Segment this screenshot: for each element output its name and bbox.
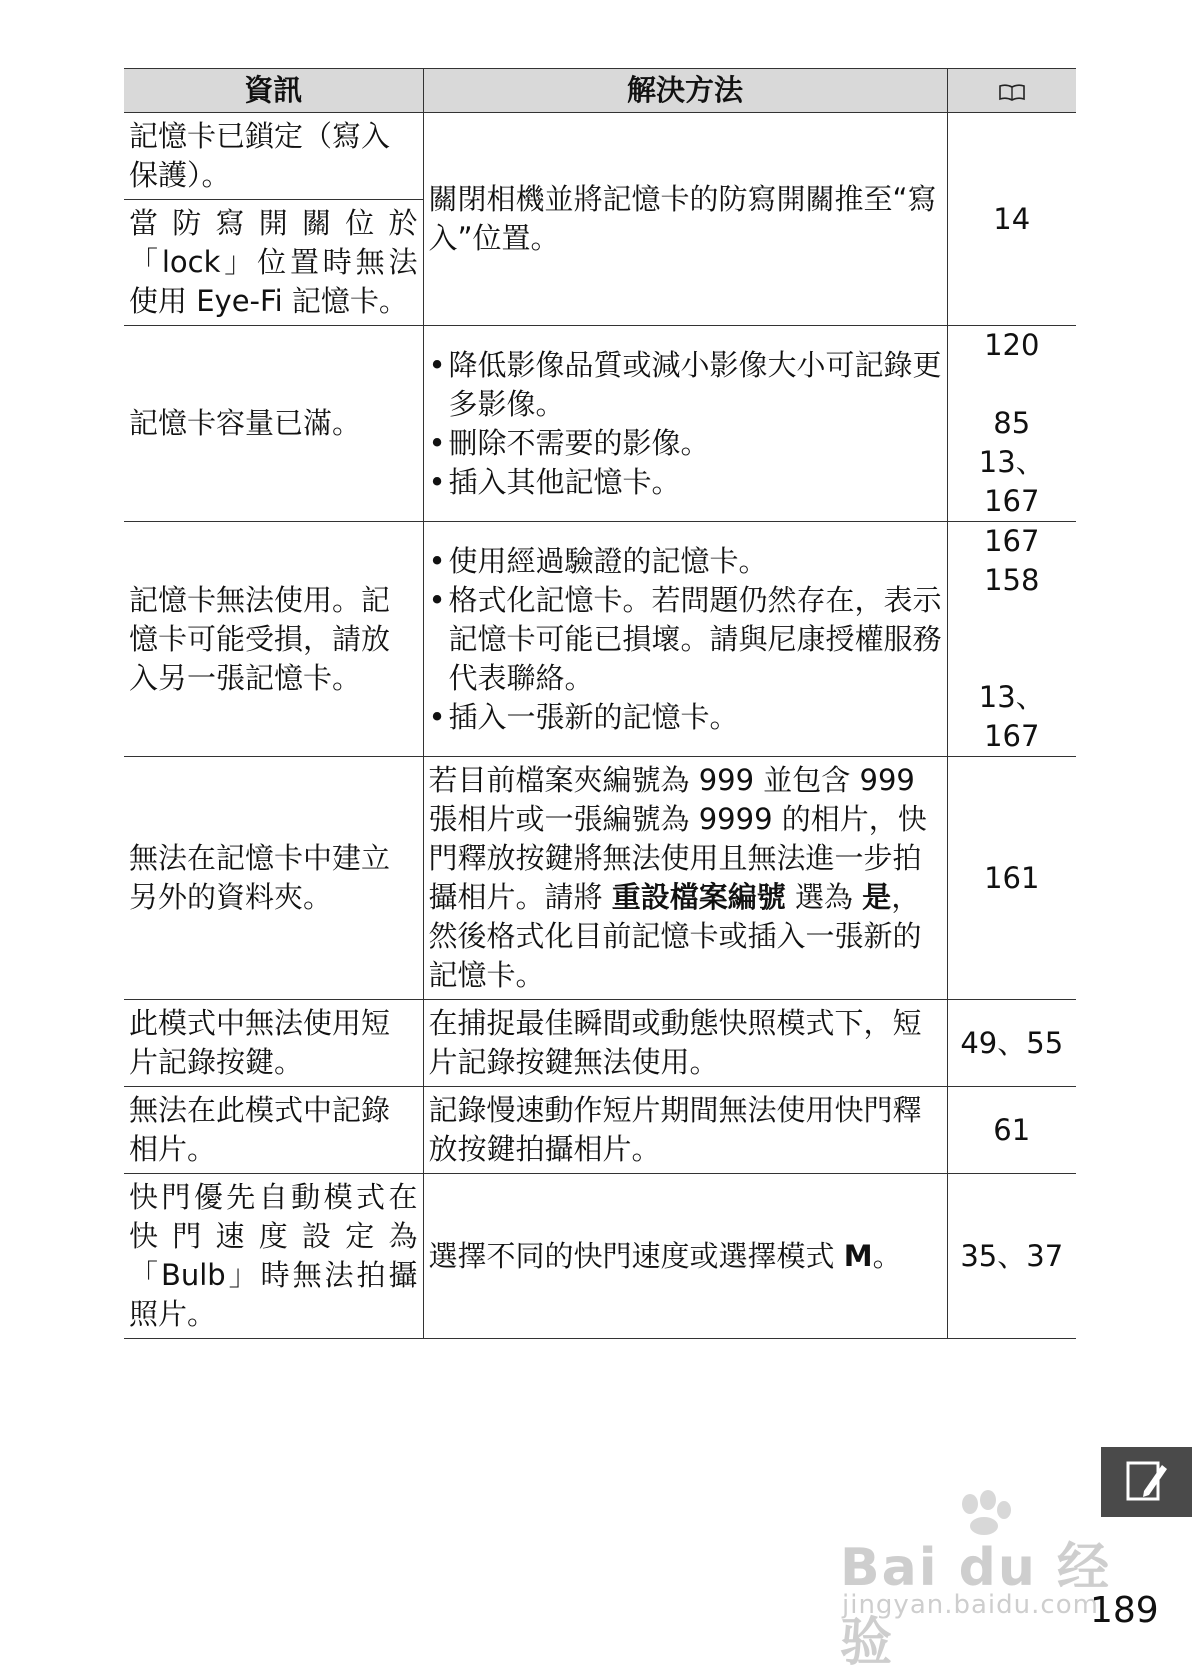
ref-value: 13、167	[978, 445, 1045, 518]
bullet: •	[428, 464, 446, 499]
header-ref	[947, 69, 1076, 113]
ref-value: 167	[984, 524, 1040, 558]
solution-cell: 關閉相機並將記憶卡的防寫開關推至“寫入”位置。	[423, 113, 947, 326]
list-item: • 刪除不需要的影像。	[429, 424, 942, 463]
info-cell	[124, 113, 423, 326]
ref-value: 13、167	[978, 680, 1045, 753]
watermark-url: jingyan.baidu.com	[842, 1590, 1099, 1620]
ref-value: 120	[984, 328, 1040, 362]
ref-cell: 14	[947, 113, 1076, 326]
table-row	[124, 113, 1076, 326]
info-cell: 記憶卡無法使用。記憶卡可能受損，請放入另一張記憶卡。	[124, 522, 423, 757]
bullet: •	[428, 543, 446, 578]
info-text: 記憶卡已鎖定（寫入保護）。	[129, 119, 391, 192]
list-item: • 插入一張新的記憶卡。	[429, 698, 942, 737]
solution-cell	[423, 522, 947, 757]
table-row	[124, 326, 1076, 522]
mode-letter: M	[843, 1238, 873, 1273]
solution-cell: 在捕捉最佳瞬間或動態快照模式下，短片記錄按鍵無法使用。	[423, 1000, 947, 1087]
menu-item-name: 重設檔案編號	[611, 880, 786, 914]
solution-cell: 記錄慢速動作短片期間無法使用快門釋放按鍵拍攝相片。	[423, 1087, 947, 1174]
header-solution: 解決方法	[423, 69, 947, 113]
table-row	[124, 1087, 1076, 1174]
info-text: 當防寫開關位於「lock」位置時無法使用 Eye-Fi 記憶卡。	[124, 199, 423, 325]
ref-cell	[947, 522, 1076, 757]
list-item: • 使用經過驗證的記憶卡。	[429, 542, 942, 581]
option-value: 是	[862, 880, 892, 914]
bullet: •	[428, 699, 446, 734]
info-cell: 記憶卡容量已滿。	[124, 326, 423, 522]
ref-cell: 35、37	[947, 1174, 1076, 1339]
book-icon	[998, 83, 1026, 101]
ref-value: 85	[993, 406, 1031, 440]
ref-cell: 61	[947, 1087, 1076, 1174]
table-row	[124, 757, 1076, 1000]
page-number: 189	[1090, 1590, 1159, 1631]
ref-cell	[947, 326, 1076, 522]
bullet: •	[428, 582, 446, 617]
solution-cell	[423, 326, 947, 522]
solution-cell: 若目前檔案夾編號為 999 並包含 999 張相片或一張編號為 9999 的相片，快門釋放按鍵將無法使用且無法進一步拍攝相片。請將 重設檔案編號 選為 是，然後格式化目前記憶卡或插入一張新的記憶卡。	[423, 757, 947, 1000]
info-cell: 此模式中無法使用短片記錄按鍵。	[124, 1000, 423, 1087]
ref-value: 158	[984, 563, 1040, 597]
watermark-text: Bai du 经验	[840, 1538, 1111, 1673]
table-row	[124, 1000, 1076, 1087]
table-row	[124, 1174, 1076, 1339]
bullet: •	[428, 425, 446, 460]
list-item: • 格式化記憶卡。若問題仍然存在，表示記憶卡可能已損壞。請與尼康授權服務代表聯絡。	[429, 581, 942, 698]
ref-cell: 161	[947, 757, 1076, 1000]
troubleshooting-table-wrap	[124, 68, 1076, 1339]
list-item: • 降低影像品質或減小影像大小可記錄更多影像。	[429, 346, 942, 424]
troubleshooting-table	[124, 68, 1076, 1339]
list-item: • 插入其他記憶卡。	[429, 463, 942, 502]
solution-cell: 選擇不同的快門速度或選擇模式 M。	[423, 1174, 947, 1339]
info-cell: 無法在記憶卡中建立另外的資料夾。	[124, 757, 423, 1000]
bullet: •	[428, 347, 446, 382]
info-cell: 無法在此模式中記錄相片。	[124, 1087, 423, 1174]
table-header-row	[124, 69, 1076, 113]
ref-cell: 49、55	[947, 1000, 1076, 1087]
header-info: 資訊	[124, 69, 423, 113]
table-row	[124, 522, 1076, 757]
info-cell: 快門優先自動模式在快門速度設定為「Bulb」時無法拍攝照片。	[124, 1174, 423, 1339]
